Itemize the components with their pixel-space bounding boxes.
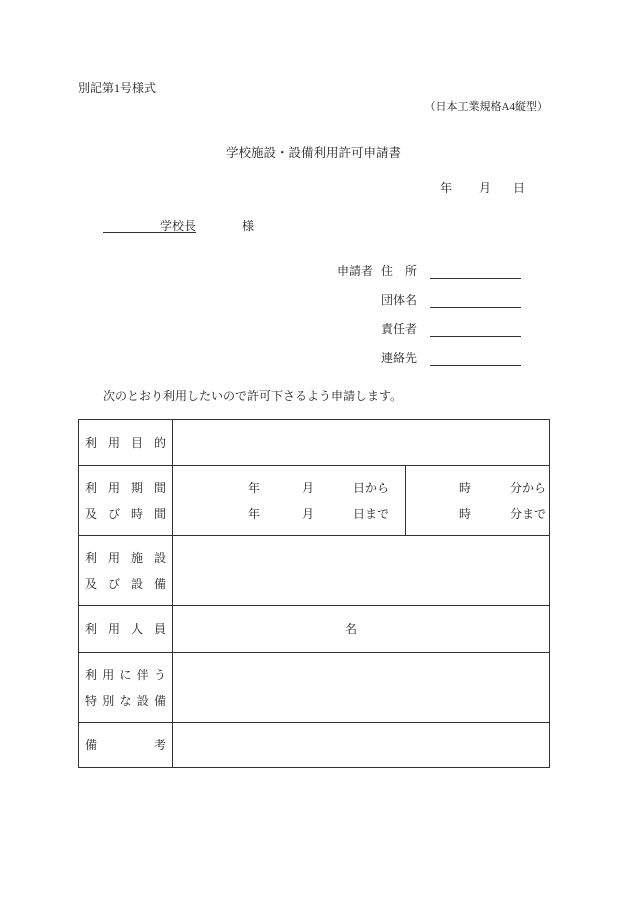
attendees-field	[173, 606, 549, 652]
label-char: な	[119, 693, 132, 708]
label-char: 絡	[393, 351, 406, 365]
remarks-label-cell	[79, 723, 173, 767]
label-char: 人	[130, 622, 143, 636]
end-day-label: 日まで	[353, 507, 390, 521]
application-statement: 次のとおり利用したいので許可下さるよう申請します。	[103, 389, 403, 403]
special-equipment-field	[173, 653, 549, 722]
label-char: 連	[381, 351, 394, 365]
start-month-label: 月	[302, 481, 315, 495]
label-char: 用	[107, 435, 120, 450]
special-equipment-label-cell	[79, 653, 173, 722]
contact-label	[381, 351, 417, 365]
label-char: 備	[153, 693, 166, 708]
label-char: 設	[136, 693, 149, 708]
label-char: 時	[130, 506, 143, 521]
period-label-cell	[79, 466, 173, 535]
label-char: 特	[85, 693, 98, 708]
label-char: 用	[107, 622, 120, 636]
start-minute-label: 分から	[510, 481, 547, 495]
remarks-field	[173, 723, 549, 767]
label-char: 及	[85, 506, 98, 521]
label-char: 員	[153, 622, 166, 636]
label-char: 責	[381, 322, 394, 336]
label-char: び	[107, 576, 120, 591]
label-char: 及	[85, 576, 98, 591]
label-char: 利	[85, 550, 98, 565]
date-day-label: 日	[513, 181, 526, 195]
label-char: 用	[102, 667, 115, 682]
label-char: 間	[153, 480, 166, 495]
organization-label	[381, 293, 417, 307]
paper-size-note: （日本工業規格A4縦型）	[424, 101, 548, 113]
label-char: 間	[153, 506, 166, 521]
label-char: 名	[405, 293, 418, 307]
date-year-label: 年	[440, 181, 453, 195]
label-char: 利	[85, 667, 98, 682]
label-char: 備	[153, 576, 166, 591]
facilities-row	[79, 536, 549, 606]
remarks-label	[85, 732, 166, 758]
purpose-label-cell	[79, 420, 173, 465]
purpose-row	[79, 420, 549, 466]
label-char: 住	[381, 264, 394, 278]
label-char: 施	[130, 550, 143, 565]
attendees-label	[85, 616, 166, 642]
facilities-field	[173, 536, 549, 605]
label-char: び	[107, 506, 120, 521]
period-label-line-1	[85, 475, 166, 501]
period-date-cell	[173, 466, 406, 535]
end-minute-label: 分まで	[510, 507, 547, 521]
label-char: に	[119, 667, 132, 682]
school-head-label: 学校長	[160, 219, 197, 233]
label-char: 所	[404, 264, 417, 278]
period-time-cell	[406, 466, 549, 535]
label-char: 備	[85, 738, 98, 752]
facilities-label-line-1	[85, 545, 166, 571]
start-hour-label: 時	[459, 481, 472, 495]
purpose-field	[173, 420, 549, 465]
contact-blank	[430, 365, 521, 366]
label-char: 体	[393, 293, 406, 307]
label-char: 任	[393, 322, 406, 336]
responsible-person-blank	[430, 336, 521, 337]
end-year-label: 年	[248, 507, 261, 521]
label-char: 別	[102, 693, 115, 708]
application-table	[78, 419, 550, 768]
form-number: 別記第1号様式	[78, 81, 157, 95]
purpose-label	[85, 430, 166, 456]
attendees-label-cell	[79, 606, 173, 652]
label-char: 目	[130, 435, 143, 450]
document-title: 学校施設・設備利用許可申請書	[226, 146, 402, 160]
facilities-label-cell	[79, 536, 173, 605]
facilities-label-line-2	[85, 571, 166, 597]
end-month-label: 月	[302, 507, 315, 521]
address-label	[381, 264, 417, 278]
addressee-line	[103, 219, 196, 233]
label-char: 先	[405, 351, 418, 365]
responsible-person-label	[381, 322, 417, 336]
special-equipment-row	[79, 653, 549, 723]
label-char: 設	[153, 550, 166, 565]
label-char: 用	[107, 480, 120, 495]
attendees-row	[79, 606, 549, 653]
label-char: 利	[85, 622, 98, 636]
period-label-line-2	[85, 501, 166, 527]
label-char: 伴	[136, 667, 149, 682]
special-equipment-label-line-2	[85, 688, 166, 714]
label-char: 利	[85, 480, 98, 495]
period-row	[79, 466, 549, 536]
label-char: 期	[130, 480, 143, 495]
start-day-label: 日から	[353, 481, 390, 495]
end-hour-label: 時	[459, 507, 472, 521]
label-char: う	[153, 667, 166, 682]
label-char: 団	[381, 293, 394, 307]
label-char: 考	[153, 738, 166, 752]
label-char: 利	[85, 435, 98, 450]
applicant-label: 申請者	[337, 264, 374, 278]
label-char: 者	[405, 322, 418, 336]
address-blank	[430, 278, 521, 279]
label-char: 用	[107, 550, 120, 565]
honorific: 様	[242, 219, 255, 233]
remarks-row	[79, 723, 549, 767]
attendees-unit: 名	[345, 622, 358, 636]
date-month-label: 月	[479, 181, 492, 195]
period-field	[173, 466, 549, 535]
special-equipment-label-line-1	[85, 662, 166, 688]
organization-blank	[430, 307, 521, 308]
label-char: 的	[153, 435, 166, 450]
label-char: 設	[130, 576, 143, 591]
start-year-label: 年	[248, 481, 261, 495]
